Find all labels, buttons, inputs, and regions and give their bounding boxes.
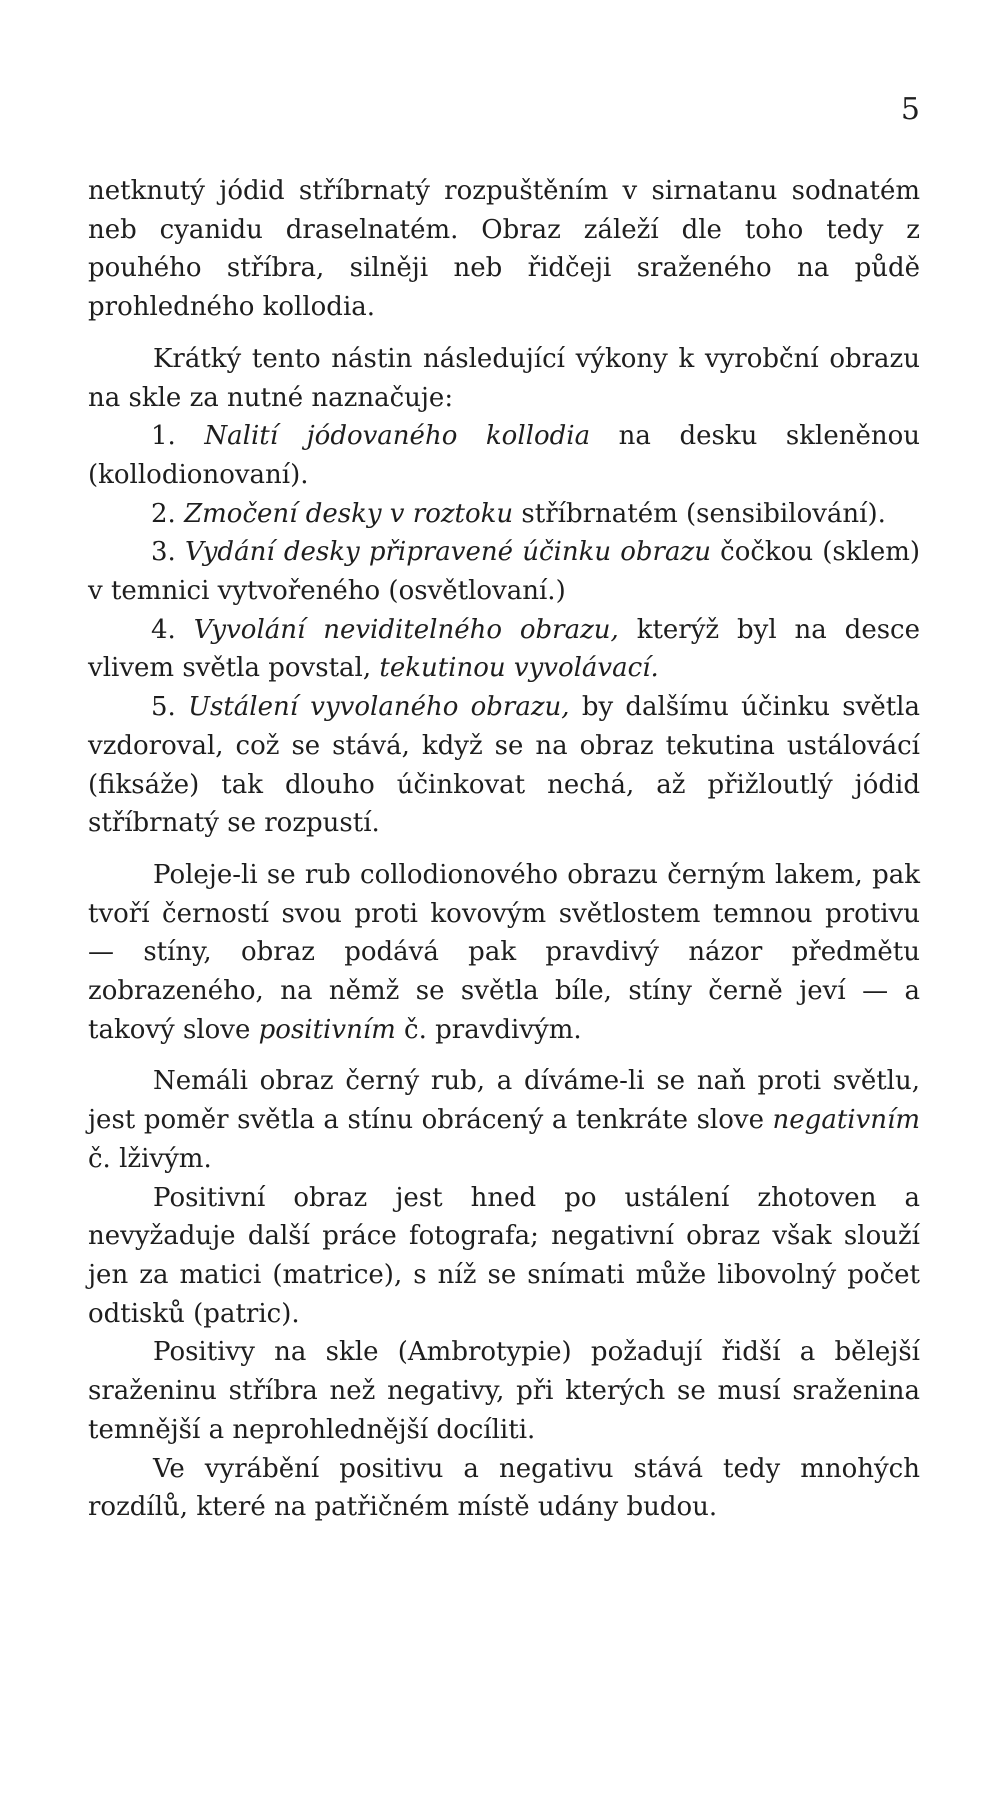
list-item-5 [88,688,920,843]
list-item-italic: Vyvolání neviditelného obrazu, [193,614,619,645]
paragraph-continuation: netknutý jódid stříbrnatý rozpuštěním v sirnatanu sodnatém neb cyanidu draselnatém. Obraz záleží dle toho tedy z pouhého stříbra, silněji neb řidčeji sraženého na půdě prohledného kollodia. [88,176,920,323]
list-item-number: 2. [151,498,176,529]
paragraph-text: Nemáli obraz černý rub, a díváme-li se naň proti světlu, jest poměr světla a stínu obrácený a tenkráte slove [88,1066,920,1136]
paragraph-text: Poleje-li se rub collodionového obrazu černým lakem, pak tvoří čerností svou proti kovovým světlostem temnou protivu — stíny, obraz podává pak pravdivý názor předmětu zobrazeného, na němž se světla bíle, stíny černě jeví — a takový slove [88,859,920,1045]
page-number: 5 [900,92,920,127]
paragraph-text: Positivní obraz jest hned po ustálení zhotoven a nevyžaduje další práce fotografa; negativní obraz však slouží jen za matici (matrice), s níž se snímati může libovolný počet odtisků (patric). [88,1182,920,1329]
list-item-2 [88,495,920,534]
paragraph-italic-term: negativním [772,1105,920,1136]
paragraph-positive-vs-negative [88,1179,920,1334]
list-item-text: stříbrnatém (sensibilování). [513,498,886,529]
list-item-4 [88,611,920,688]
list-item-text: kterýž byl na desce vlivem světla povstal, [88,614,920,684]
list-item-italic: Vydání desky připravené účinku obrazu [185,537,711,568]
paragraph-text-end: č. pravdivým. [395,1014,582,1045]
list-item-number: 3. [151,537,176,568]
list-item-text: na desku skleněnou (kollodionovaní). [88,421,920,490]
list-item-1 [88,417,920,494]
list-item-italic: Ustálení vyvolaného obrazu, [188,692,570,723]
paragraph-text-end: č. lživým. [88,1143,212,1174]
paragraph-ambrotypie [88,1333,920,1449]
list-item-3 [88,533,920,610]
paragraph-text: Positivy na skle (Ambrotypie) požadují řidší a bělejší sraženinu stříbra než negativy, při kterých se musí sraženina temnější a neprohlednější docíliti. [88,1337,920,1445]
paragraph-summary: Krátký tento nástin následující výkony k vyrobční obrazu na skle za nutné naznačuje: [88,343,920,413]
list-item-number: 4. [151,614,176,645]
paragraph-differences [88,1450,920,1527]
paragraph-negative [88,1062,920,1178]
list-item-text: čočkou (sklem) v temnici vytvořeného (osvětlovaní.) [88,537,920,607]
page-body [88,172,920,1527]
paragraph-text: Ve vyrábění positivu a negativu stává tedy mnohých rozdílů, které na patřičném místě udány budou. [88,1453,920,1523]
list-item-italic-second: tekutinou vyvolávací. [379,653,659,684]
paragraph-positive [88,856,920,1050]
list-item-number: 1. [151,421,176,452]
list-item-italic: Nalití jódovaného kollodia [204,421,591,452]
paragraph-italic-term: positivním [258,1014,396,1045]
list-item-number: 5. [151,692,176,723]
list-item-italic: Zmočení desky v roztoku [184,498,514,529]
list-item-text: by dalšímu účinku světla vzdoroval, což se stává, když se na obraz tekutina ustálovácí (fiksáže) tak dlouho účinkovat nechá, až přižloutlý jódid stříbrnatý se rozpustí. [88,692,920,839]
